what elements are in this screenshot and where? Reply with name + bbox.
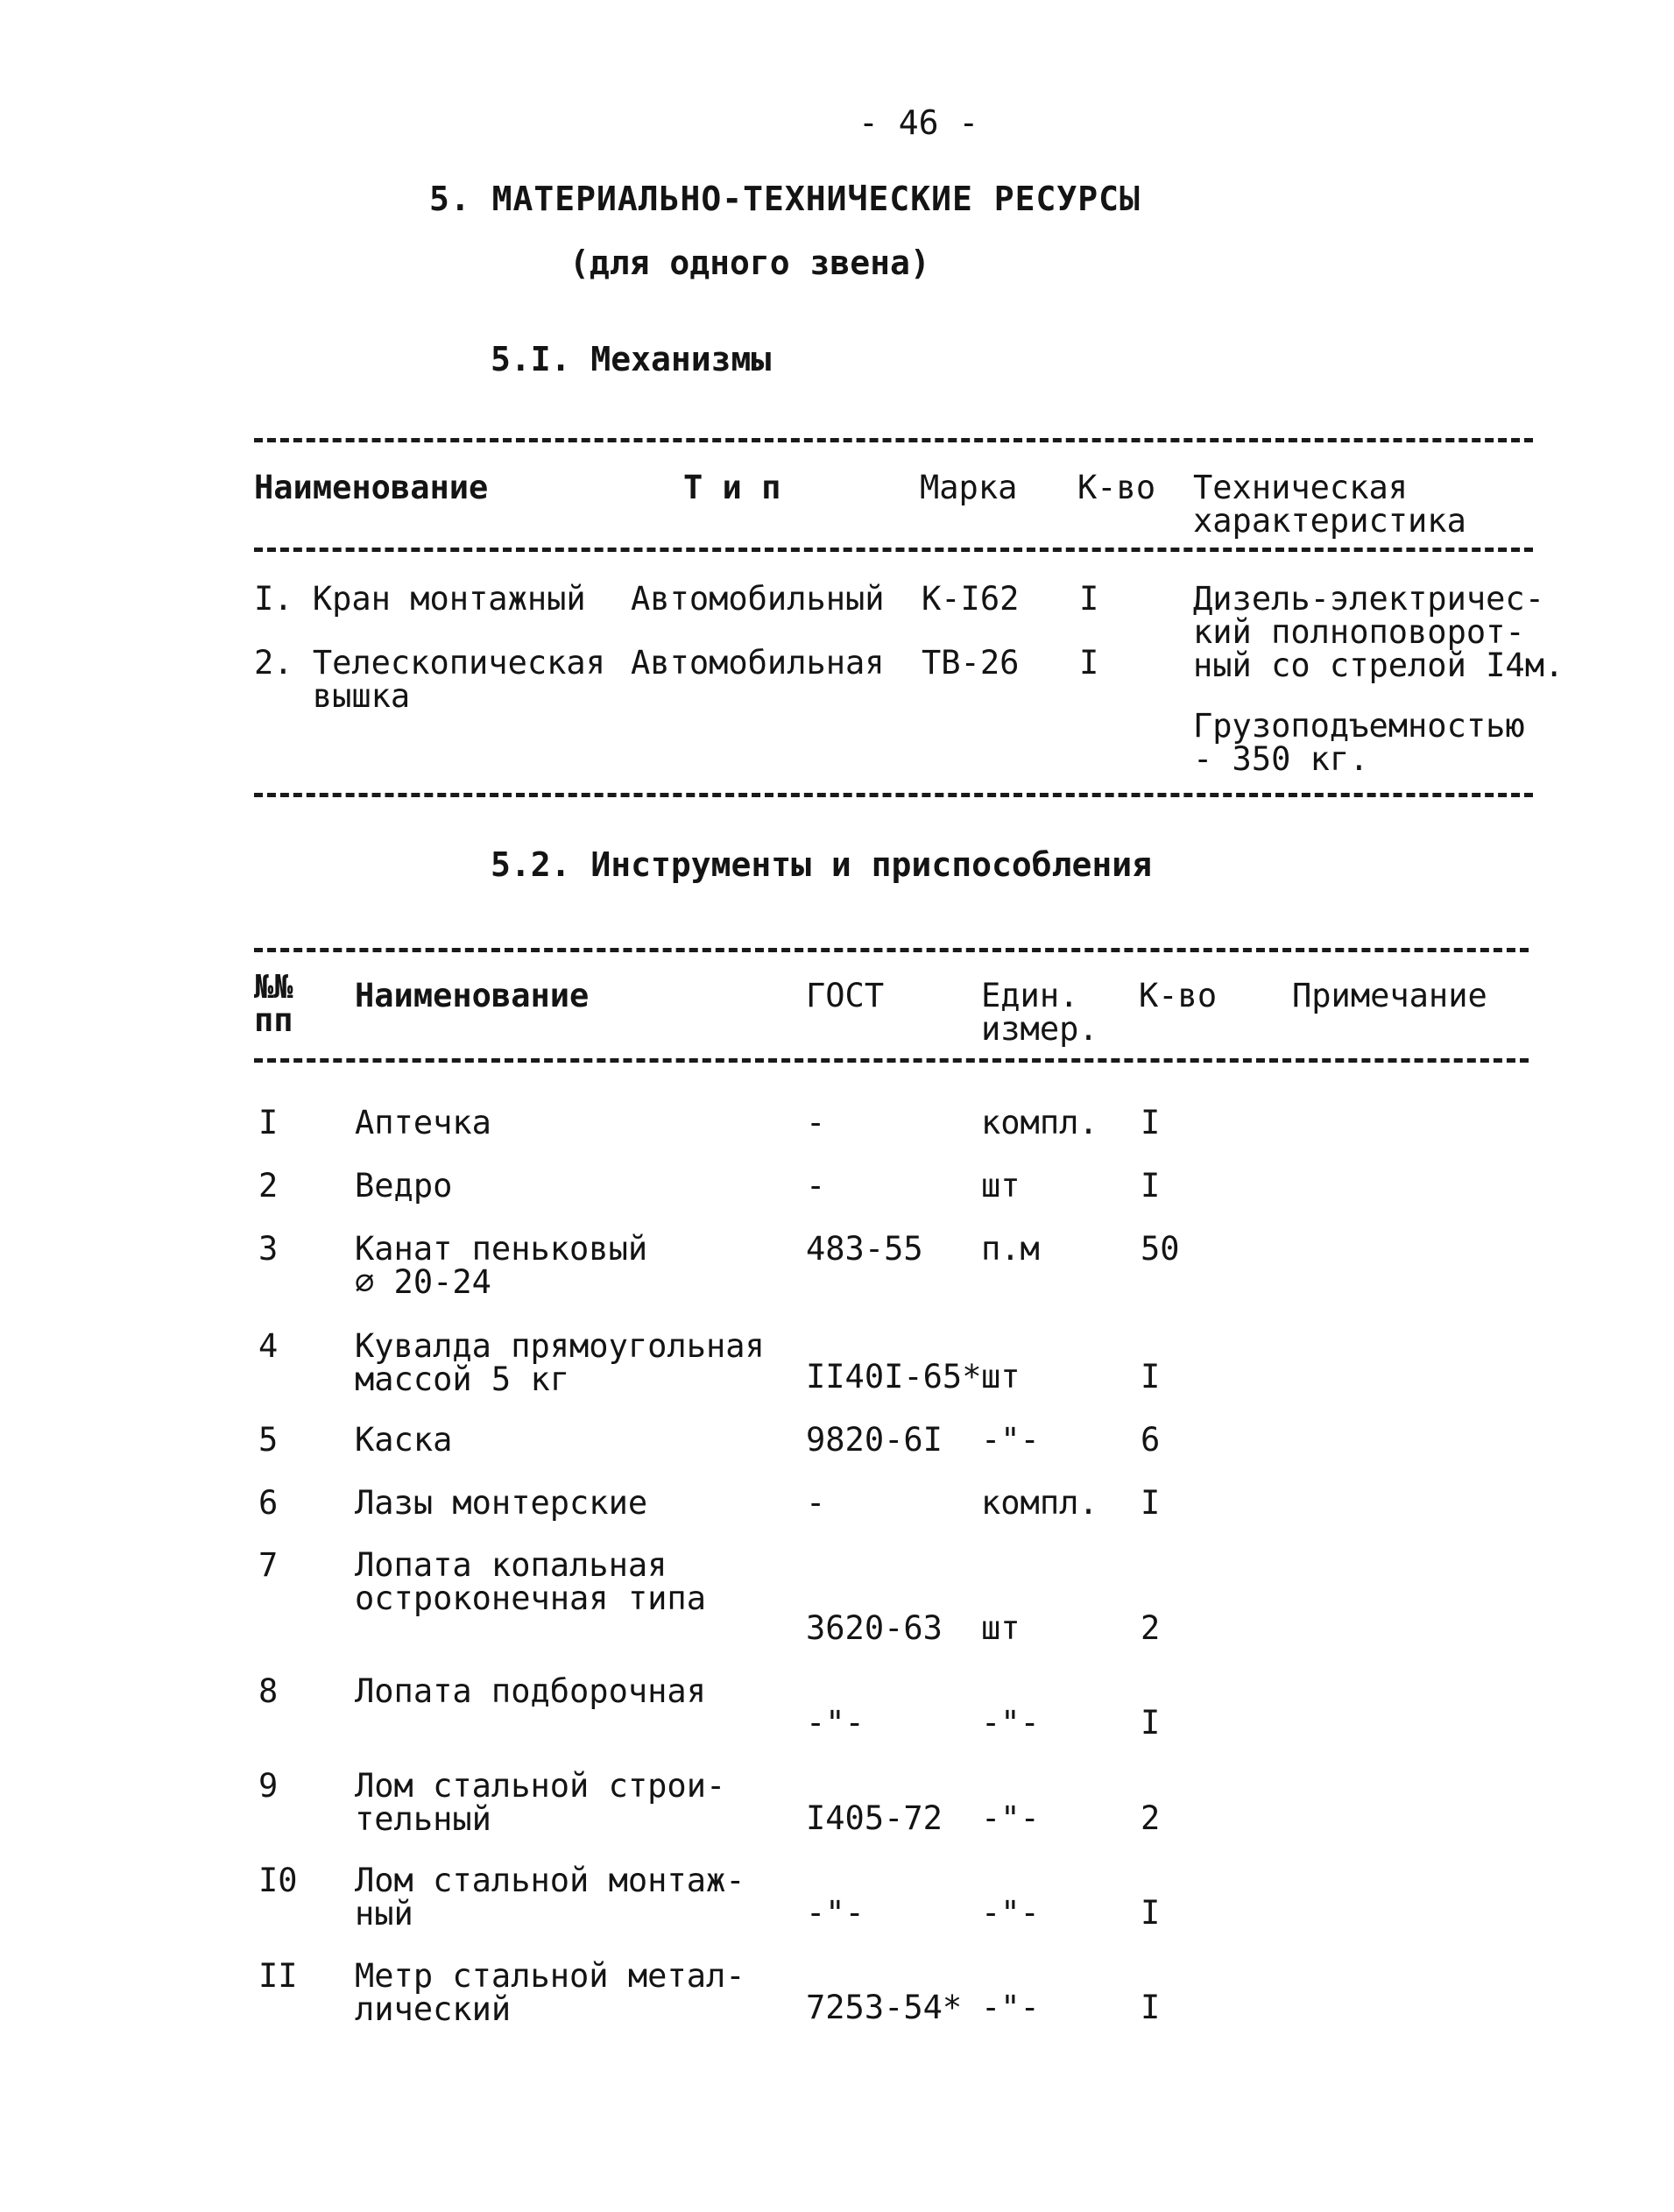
table-rule [254, 548, 1533, 552]
col-header-name: Наименование [254, 469, 489, 506]
tool-name: Кувалда прямоугольная массой 5 кг [355, 1327, 765, 1398]
tool-unit: -"- [981, 1894, 1040, 1932]
tool-num: 3 [258, 1230, 279, 1268]
tool-num: 7 [258, 1546, 279, 1584]
tool-unit: -"- [981, 1704, 1040, 1742]
tool-gost: 9820-6I [806, 1421, 943, 1459]
tool-gost: -"- [806, 1894, 865, 1932]
table-rule [254, 438, 1533, 442]
mech-brand: К-I62 [922, 580, 1020, 618]
tool-gost: II40I-65* [806, 1358, 982, 1396]
tool-gost: -"- [806, 1704, 865, 1742]
col-header-name: Наименование [355, 977, 590, 1014]
tool-gost: 7253-54* [806, 1989, 963, 2026]
mech-name: I. Кран монтажный [254, 580, 586, 618]
tool-name: Метр стальной метал- лический [355, 1957, 745, 2028]
tool-qty: I [1141, 1704, 1161, 1742]
tool-gost: I405-72 [806, 1799, 943, 1837]
tool-name: Аптечка [355, 1104, 491, 1141]
tool-name: Лом стальной монтаж- ный [355, 1862, 745, 1933]
tool-qty: I [1141, 1167, 1161, 1205]
tool-qty: I [1141, 1358, 1161, 1396]
tools-heading: 5.2. Инструменты и приспособления [491, 845, 1152, 884]
tool-qty: 6 [1141, 1421, 1161, 1459]
tool-unit: шт [981, 1609, 1021, 1647]
tool-name: Лазы монтерские [355, 1484, 648, 1522]
col-header-note: Примечание [1292, 977, 1487, 1014]
tool-qty: I [1141, 1989, 1161, 2026]
tool-num: 9 [258, 1767, 279, 1805]
col-header-type: Т и п [683, 469, 781, 506]
tool-unit: -"- [981, 1989, 1040, 2026]
section-title: 5. МАТЕРИАЛЬНО-ТЕХНИЧЕСКИЕ РЕСУРСЫ [429, 180, 1141, 218]
col-header-qty: К-во [1077, 469, 1156, 506]
mech-type: Автомобильный [631, 580, 885, 618]
mech-qty: I [1079, 644, 1099, 682]
col-header-qty: К-во [1139, 977, 1218, 1014]
mech-type: Автомобильная [631, 644, 885, 682]
section-subtitle: (для одного звена) [569, 244, 930, 282]
tool-gost: 3620-63 [806, 1609, 943, 1647]
tool-qty: I [1141, 1484, 1161, 1522]
tool-gost: 483-55 [806, 1230, 923, 1268]
tool-name: Лопата подборочная [355, 1672, 706, 1710]
tool-name: Каска [355, 1421, 453, 1459]
tool-qty: 2 [1141, 1799, 1161, 1837]
col-header-num: №№ пп [254, 968, 293, 1039]
tool-qty: I [1141, 1104, 1161, 1141]
tool-qty: I [1141, 1894, 1161, 1932]
tool-unit: шт [981, 1358, 1021, 1396]
tool-unit: шт [981, 1167, 1021, 1205]
tool-name: Лом стальной строи- тельный [355, 1767, 726, 1838]
mech-qty: I [1079, 580, 1099, 618]
table-rule [254, 1058, 1529, 1063]
mech-spec: Дизель-электричес- кий полноповорот- ный со стрелой I4м. [1193, 580, 1565, 684]
tool-num: II [258, 1957, 298, 1995]
col-header-spec: Техническая характеристика [1193, 469, 1466, 540]
mech-brand: ТВ-26 [922, 644, 1020, 682]
tool-num: 5 [258, 1421, 279, 1459]
col-header-gost: ГОСТ [806, 977, 885, 1014]
tool-num: 8 [258, 1672, 279, 1710]
mechanisms-heading: 5.I. Механизмы [491, 340, 772, 378]
tool-num: I [258, 1104, 279, 1141]
tool-name: Канат пеньковый ∅ 20-24 [355, 1230, 648, 1301]
tool-name: Ведро [355, 1167, 453, 1205]
tool-unit: п.м [981, 1230, 1040, 1268]
tool-gost: - [806, 1167, 826, 1205]
tool-unit: компл. [981, 1484, 1098, 1522]
tool-unit: -"- [981, 1421, 1040, 1459]
table-rule [254, 793, 1533, 797]
mech-name: 2. Телескопическая вышка [254, 644, 605, 715]
tool-num: 4 [258, 1327, 279, 1365]
col-header-brand: Марка [920, 469, 1018, 506]
table-rule [254, 948, 1529, 952]
tool-gost: - [806, 1104, 826, 1141]
mech-spec: Грузоподъемностью - 350 кг. [1193, 707, 1525, 778]
tool-name: Лопата копальная остроконечная типа [355, 1546, 706, 1617]
tool-num: I0 [258, 1862, 298, 1899]
tool-qty: 50 [1141, 1230, 1180, 1268]
col-header-unit: Един. измер. [981, 977, 1098, 1048]
tool-unit: компл. [981, 1104, 1098, 1141]
tool-gost: - [806, 1484, 826, 1522]
page-number: - 46 - [858, 103, 979, 142]
tool-unit: -"- [981, 1799, 1040, 1837]
tool-qty: 2 [1141, 1609, 1161, 1647]
tool-num: 6 [258, 1484, 279, 1522]
tool-num: 2 [258, 1167, 279, 1205]
